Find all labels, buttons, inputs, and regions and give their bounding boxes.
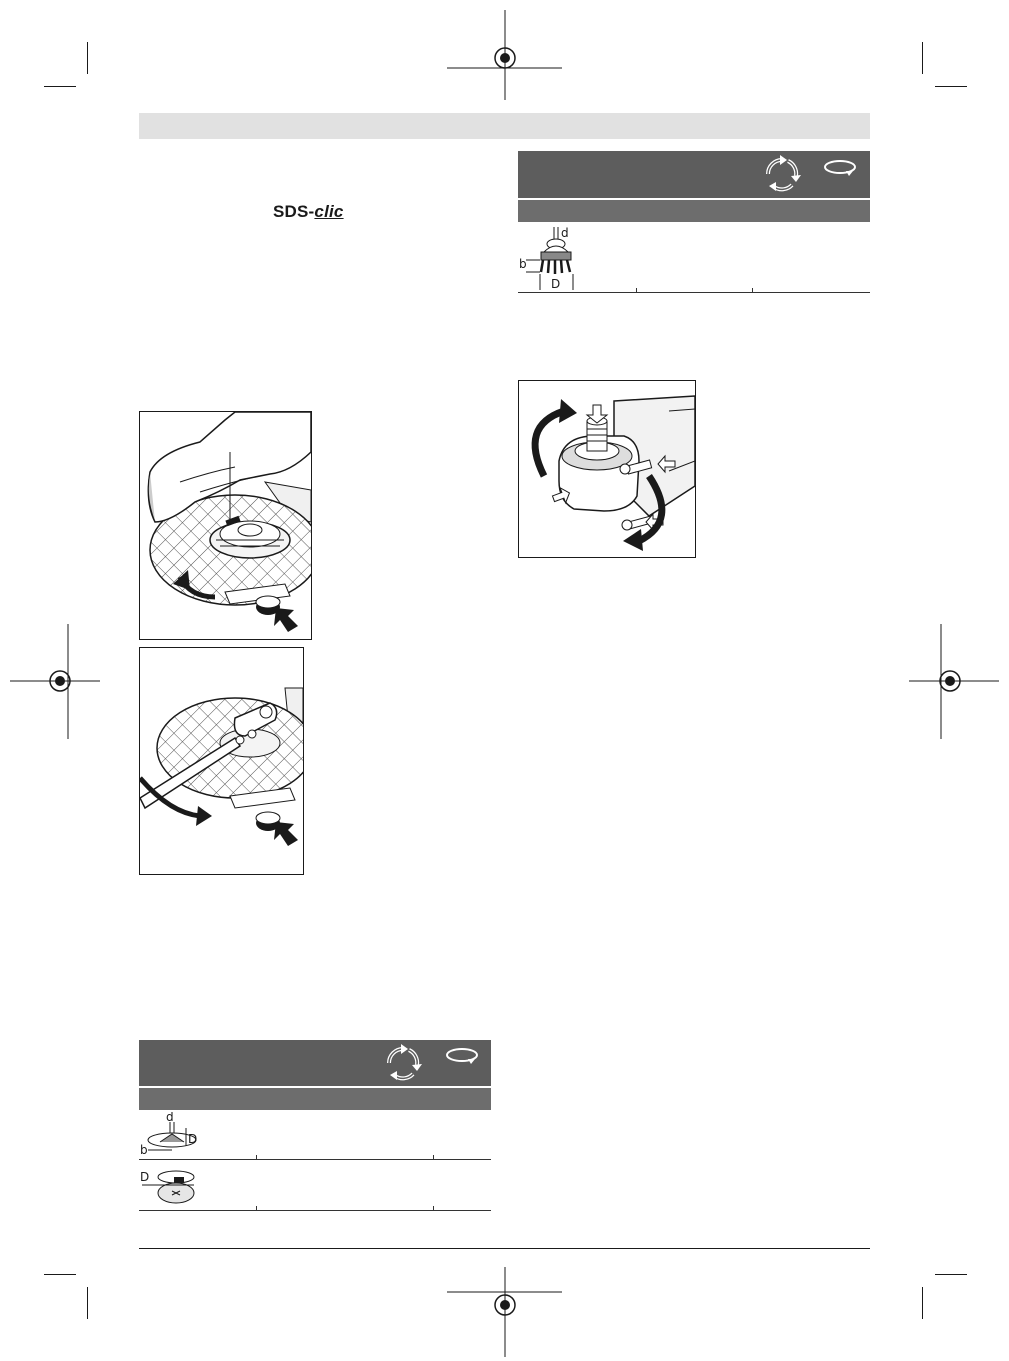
right-table-row-rule (518, 292, 870, 293)
cutting-disc-dimension-diagram (138, 1163, 202, 1209)
svg-text:b: b (519, 257, 527, 271)
circular-arrow-icon (822, 156, 858, 178)
bottom-table-row-rule (139, 1159, 491, 1160)
rotation-arrows-icon (760, 152, 804, 196)
svg-text:d: d (561, 226, 569, 240)
svg-text:D: D (188, 1132, 198, 1146)
registration-mark-top (447, 10, 562, 110)
bottom-table-row-rule (139, 1210, 491, 1211)
grinding-disc-dimension-diagram (138, 1112, 202, 1158)
right-table-subheader (518, 200, 870, 222)
page-header-bar (139, 113, 870, 139)
right-table-header (518, 151, 870, 198)
circular-arrow-icon (444, 1044, 480, 1066)
disc-mounting-hand-figure (139, 411, 312, 640)
registration-mark-left (10, 624, 100, 739)
svg-text:b: b (140, 1143, 148, 1157)
registration-mark-bottom (447, 1262, 562, 1357)
page-footer-rule (139, 1248, 870, 1249)
disc-wrench-loosening-figure (139, 647, 304, 875)
bottom-table-header (139, 1040, 491, 1086)
registration-mark-right (909, 624, 999, 739)
svg-text:D: D (140, 1170, 150, 1184)
grinder-guard-rotation-figure (518, 380, 696, 558)
cup-brush-dimension-diagram (516, 224, 586, 292)
bottom-table-subheader (139, 1088, 491, 1110)
svg-text:d: d (166, 1112, 174, 1124)
rotation-arrows-icon (381, 1041, 425, 1085)
sds-clic-logo: SDS-clic (273, 202, 344, 221)
svg-text:D: D (551, 277, 561, 291)
